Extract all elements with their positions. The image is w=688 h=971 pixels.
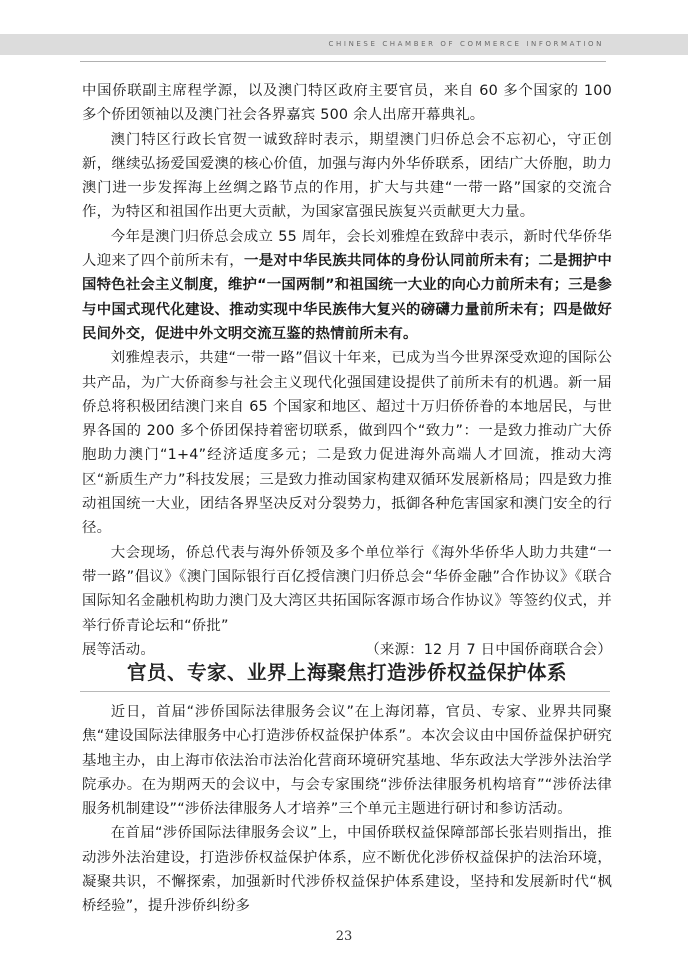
paragraph-attendees: 中国侨联副主席程学源，以及澳门特区政府主要官员，来自 60 多个国家的 100 多个侨团领袖以及澳门社会各界嘉宾 500 余人出席开幕典礼。 xyxy=(82,83,612,124)
paragraph-signing: 大会现场，侨总代表与海外侨领及多个单位举行《海外华侨华人助力共建“一带一路”倡议》《澳门国际银行百亿授信澳门归侨总会“华侨金融”合作协议》《联合国际知名金融机构助力澳门及大湾区共拓国际客源市场合作协议》等签约仪式，并举行侨青论坛和“侨批” xyxy=(82,544,612,634)
paragraph-remarks: 在首届“涉侨国际法律服务会议”上，中国侨联权益保障部部长张岩则指出，推动涉外法治建设，打造涉侨权益保护体系，应不断优化涉侨权益保护的法治环境，凝聚共识，不懈探索，加强新时代涉侨权益保护体系建设，坚持和发展新时代“枫桥经验”，提升涉侨纠纷多 xyxy=(82,825,612,915)
paragraph-four-unprecedented xyxy=(82,225,612,346)
bold-highlight-text: 一是对中华民族共同体的身份认同前所未有；二是拥护中国特色社会主义制度，维护“一国两制”和祖国统一大业的向心力前所未有；三是参与中国式现代化建设、推动实现中华民族伟大复兴的磅礴力量前所未有；四是做好民间外交，促进中外文明交流互鉴的热情前所未有。 xyxy=(82,253,612,342)
article-continuation xyxy=(82,79,612,662)
header-divider xyxy=(80,61,606,62)
paragraph-belt-road: 刘雅煌表示，共建“一带一路”倡议十年来，已成为当今世界深受欢迎的国际公共产品，为广大侨商参与社会主义现代化强国建设提供了前所未有的机遇。新一届侨总将积极团结澳门来自 65 个国家和地区、超过十万归侨侨眷的本地居民，与世界各国的 200 多个侨团保持着密切联系，做到四个“致力”：一是致力推动广大侨胞助力澳门“1+4”经济适度多元；二是致力促进海外高端人才回流，推动大湾区“新质生产力”科技发展；三是致力推动国家构建双循环发展新格局；四是致力推动祖国统一大业，团结各界坚决反对分裂势力，抵御各种危害国家和澳门安全的行径。 xyxy=(82,350,612,537)
paragraph-conference: 近日，首届“涉侨国际法律服务会议”在上海闭幕，官员、专家、业界共同聚焦“建设国际法律服务中心打造涉侨权益保护体系”。本次会议由中国侨益保护研究基地主办，由上海市依法治市法治化营商环境研究基地、华东政法大学涉外法治学院承办。在为期两天的会议中，与会专家围绕“涉侨法律服务机构培育”“涉侨法律服务机制建设”“涉侨法律服务人才培养”三个单元主题进行研讨和参访活动。 xyxy=(82,704,612,818)
article-title: 官员、专家、业界上海聚焦打造涉侨权益保护体系 xyxy=(126,661,567,684)
page-number: 23 xyxy=(335,929,353,944)
article-body xyxy=(82,700,612,919)
paragraph-tail: 展等活动。 xyxy=(82,641,155,658)
paragraph-intro-text: 今年是澳门归侨总会成立 55 周年，会长刘雅煌在致辞中表示，新时代华侨华人迎来了四个前所未有， xyxy=(82,228,612,270)
running-header: CHINESE CHAMBER OF COMMERCE INFORMATION xyxy=(328,40,604,48)
paragraph-chief-executive: 澳门特区行政长官贺一诚致辞时表示，期望澳门归侨总会不忘初心，守正创新，继续弘扬爱国爱澳的核心价值，加强与海内外华侨联系，团结广大侨胞，助力澳门进一步发挥海上丝绸之路节点的作用，扩大与共建“一带一路”国家的交流合作，为特区和祖国作出更大贡献，为国家富强民族复兴贡献更大力量。 xyxy=(82,131,612,221)
source-credit: （来源：12 月 7 日中国侨商联合会） xyxy=(365,641,612,658)
title-divider xyxy=(80,691,610,692)
